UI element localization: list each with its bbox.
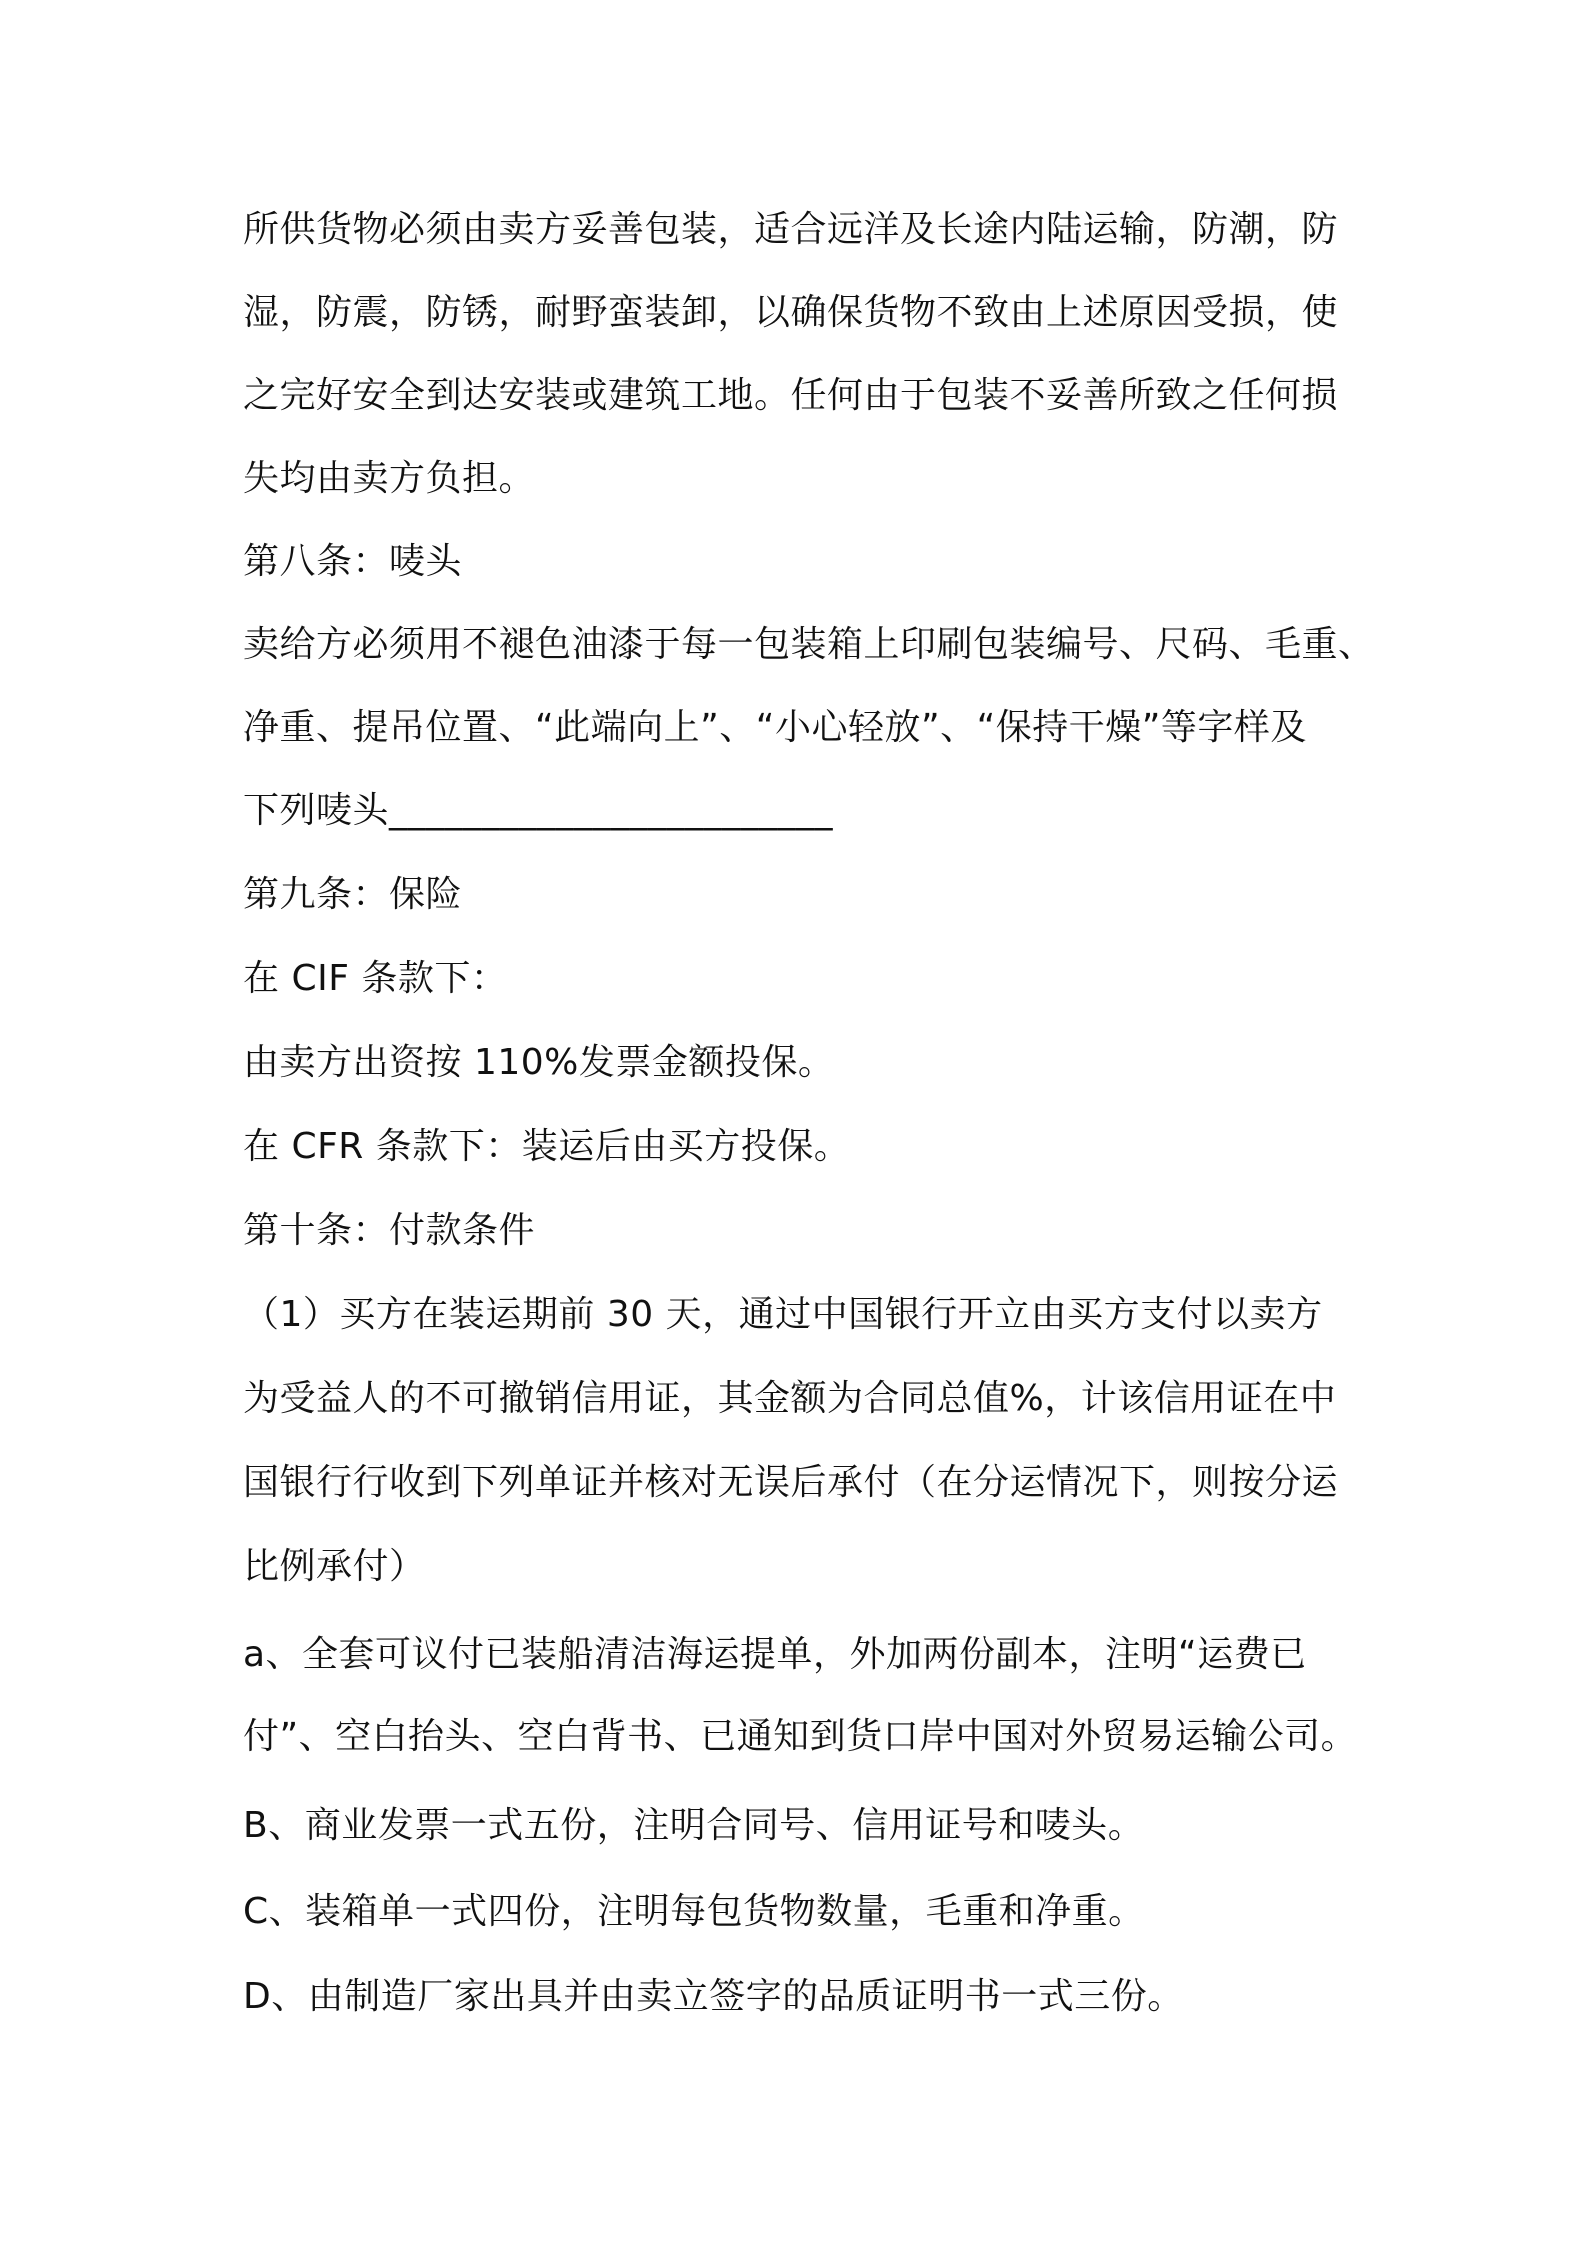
paragraph-line: 在 CIF 条款下： [243,958,508,999]
paragraph-line: 在 CFR 条款下：装运后由买方投保。 [243,1126,851,1167]
list-item: a、全套可议付已装船清洁海运提单，外加两份副本，注明“运费已 [243,1634,1307,1675]
list-item: B、商业发票一式五份，注明合同号、信用证号和唛头。 [243,1805,1145,1846]
paragraph-line: 国银行行收到下列单证并核对无误后承付（在分运情况下，则按分运 [243,1462,1339,1503]
article-heading: 第九条：保险 [243,874,463,915]
paragraph-line: 净重、提吊位置、“此端向上”、“小心轻放”、“保持干燥”等字样及 [243,707,1307,748]
paragraph-line: 由卖方出资按 110%发票金额投保。 [243,1042,835,1083]
article-heading: 第十条：付款条件 [243,1210,536,1251]
list-item: C、装箱单一式四份，注明每包货物数量，毛重和净重。 [243,1891,1145,1932]
paragraph-line: 卖给方必须用不褪色油漆于每一包装箱上印刷包装编号、尺码、毛重、 [243,624,1375,665]
paragraph-line: 湿，防震，防锈，耐野蛮装卸，以确保货物不致由上述原因受损，使 [243,292,1339,333]
paragraph-line: （1）买方在装运期前 30 天，通过中国银行开立由买方支付以卖方 [243,1294,1323,1335]
paragraph-line: 下列唛头________________________ [243,790,834,831]
list-item: 付”、空白抬头、空白背书、已通知到货口岸中国对外贸易运输公司。 [243,1716,1358,1757]
paragraph-line: 所供货物必须由卖方妥善包装，适合远洋及长途内陆运输，防潮，防 [243,209,1339,250]
paragraph-line: 比例承付） [243,1546,426,1587]
list-item: D、由制造厂家出具并由卖立签字的品质证明书一式三份。 [243,1976,1184,2017]
paragraph-line: 为受益人的不可撤销信用证，其金额为合同总值%，计该信用证在中 [243,1378,1337,1419]
article-heading: 第八条：唛头 [243,541,463,582]
paragraph-line: 失均由卖方负担。 [243,458,536,499]
paragraph-line: 之完好安全到达安装或建筑工地。任何由于包装不妥善所致之任何损 [243,375,1339,416]
